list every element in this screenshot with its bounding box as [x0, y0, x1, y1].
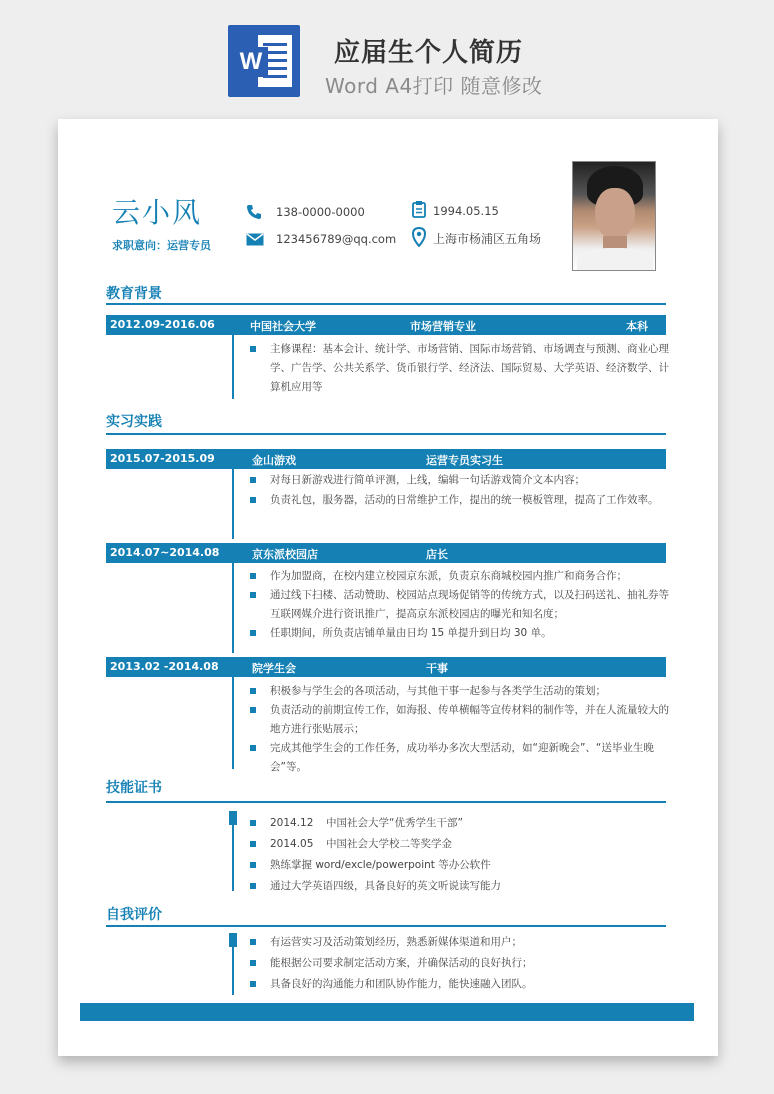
home-address: 上海市杨浦区五角场 [433, 232, 542, 246]
internship-org: 京东派校园店 [252, 548, 318, 561]
list-item [238, 814, 678, 833]
word-icon [228, 25, 300, 97]
list-item: 主修课程：基本会计、统计学、市场营销、国际市场营销、市场调查与预测、商业心理学、广告学、公共关系学、货币银行学、经济法、国际贸易、大学英语、经济数学、计算机应用等 [238, 340, 678, 397]
profile-photo [572, 161, 656, 271]
list-item: 有运营实习及活动策划经历，熟悉新媒体渠道和用户； [238, 933, 678, 952]
internship-bar [106, 543, 666, 563]
list-item: 任职期间，所负责店铺单量由日均 15 单提升到日均 30 单。 [238, 624, 678, 643]
timeline-line [232, 469, 234, 539]
list-item: 积极参与学生会的各项活动，与其他干事一起参与各类学生活动的策划； [238, 682, 678, 701]
section-divider [106, 801, 666, 803]
section-divider [106, 925, 666, 927]
education-school: 中国社会大学 [250, 320, 316, 333]
banner-title: 应届生个人简历 [334, 38, 524, 68]
timeline-line [232, 811, 234, 891]
banner [0, 0, 774, 110]
section-divider [106, 433, 666, 435]
internship-bar [106, 449, 666, 469]
education-bar [106, 315, 666, 335]
internship-bar [106, 657, 666, 677]
skill-date: 2014.05 [270, 838, 314, 850]
calendar-icon [412, 201, 426, 218]
list-item: 作为加盟商，在校内建立校园京东派，负责京东商城校园内推广和商务合作； [238, 567, 678, 586]
list-item: 能根据公司要求制定活动方案，并确保活动的良好执行； [238, 954, 678, 973]
education-degree: 本科 [626, 320, 648, 333]
email-icon [246, 233, 264, 246]
location-pin-icon [412, 227, 426, 247]
resume-page [58, 119, 718, 1056]
section-title-internship: 实习实践 [106, 414, 162, 430]
list-item: 具备良好的沟通能力和团队协作能力，能快速融入团队。 [238, 975, 678, 994]
birth-date: 1994.05.15 [433, 204, 499, 218]
candidate-name: 云小风 [112, 196, 203, 229]
list-item [238, 856, 678, 875]
skill-text: 通过大学英语四级，具备良好的英文听说读写能力 [270, 880, 501, 892]
skill-text: 熟练掌握 word/excle/powerpoint 等办公软件 [270, 859, 491, 871]
internship-org: 院学生会 [252, 662, 296, 675]
word-icon-letter: W [234, 47, 268, 77]
section-title-self: 自我评价 [106, 907, 162, 923]
section-title-education: 教育背景 [106, 286, 162, 302]
internship-period: 2013.02 -2014.08 [110, 660, 219, 673]
list-item: 通过线下扫楼、活动赞助、校园站点现场促销等的传统方式，以及扫码送礼、抽礼券等互联网媒介进行资讯推广，提高京东派校园店的曝光和知名度； [238, 586, 678, 624]
phone-icon [246, 204, 262, 220]
internship-role: 干事 [426, 662, 448, 675]
phone-number: 138-0000-0000 [276, 205, 365, 219]
job-intent: 求职意向：运营专员 [112, 239, 211, 252]
section-title-skills: 技能证书 [106, 780, 162, 796]
section-divider [106, 303, 666, 305]
banner-subtitle: Word A4打印 随意修改 [325, 74, 543, 98]
education-period: 2012.09-2016.06 [110, 318, 215, 331]
timeline-line [232, 563, 234, 653]
skill-date: 2014.12 [270, 817, 314, 829]
list-item: 负责礼包，服务器，活动的日常维护工作，提出的统一模板管理，提高了工作效率。 [238, 491, 678, 510]
skill-text: 中国社会大学校二等奖学金 [326, 838, 452, 850]
list-item: 完成其他学生会的工作任务，成功举办多次大型活动，如“迎新晚会”、“送毕业生晚会”等。 [238, 739, 678, 777]
list-item: 负责活动的前期宣传工作，如海报、传单横幅等宣传材料的制作等，并在人流量较大的地方进行张贴展示； [238, 701, 678, 739]
email-address: 123456789@qq.com [276, 232, 397, 246]
internship-period: 2014.07~2014.08 [110, 546, 220, 559]
internship-role: 运营专员实习生 [426, 454, 503, 467]
timeline-line [232, 335, 234, 399]
timeline-line [232, 677, 234, 769]
list-item [238, 877, 678, 896]
internship-period: 2015.07-2015.09 [110, 452, 215, 465]
footer-bar [80, 1003, 694, 1021]
internship-org: 金山游戏 [252, 454, 296, 467]
list-item [238, 835, 678, 854]
internship-role: 店长 [426, 548, 448, 561]
education-major: 市场营销专业 [410, 320, 476, 333]
list-item: 对每日新游戏进行简单评测，上线，编辑一句话游戏简介文本内容； [238, 471, 678, 490]
timeline-line [232, 933, 234, 995]
skill-text: 中国社会大学“优秀学生干部” [326, 817, 463, 829]
